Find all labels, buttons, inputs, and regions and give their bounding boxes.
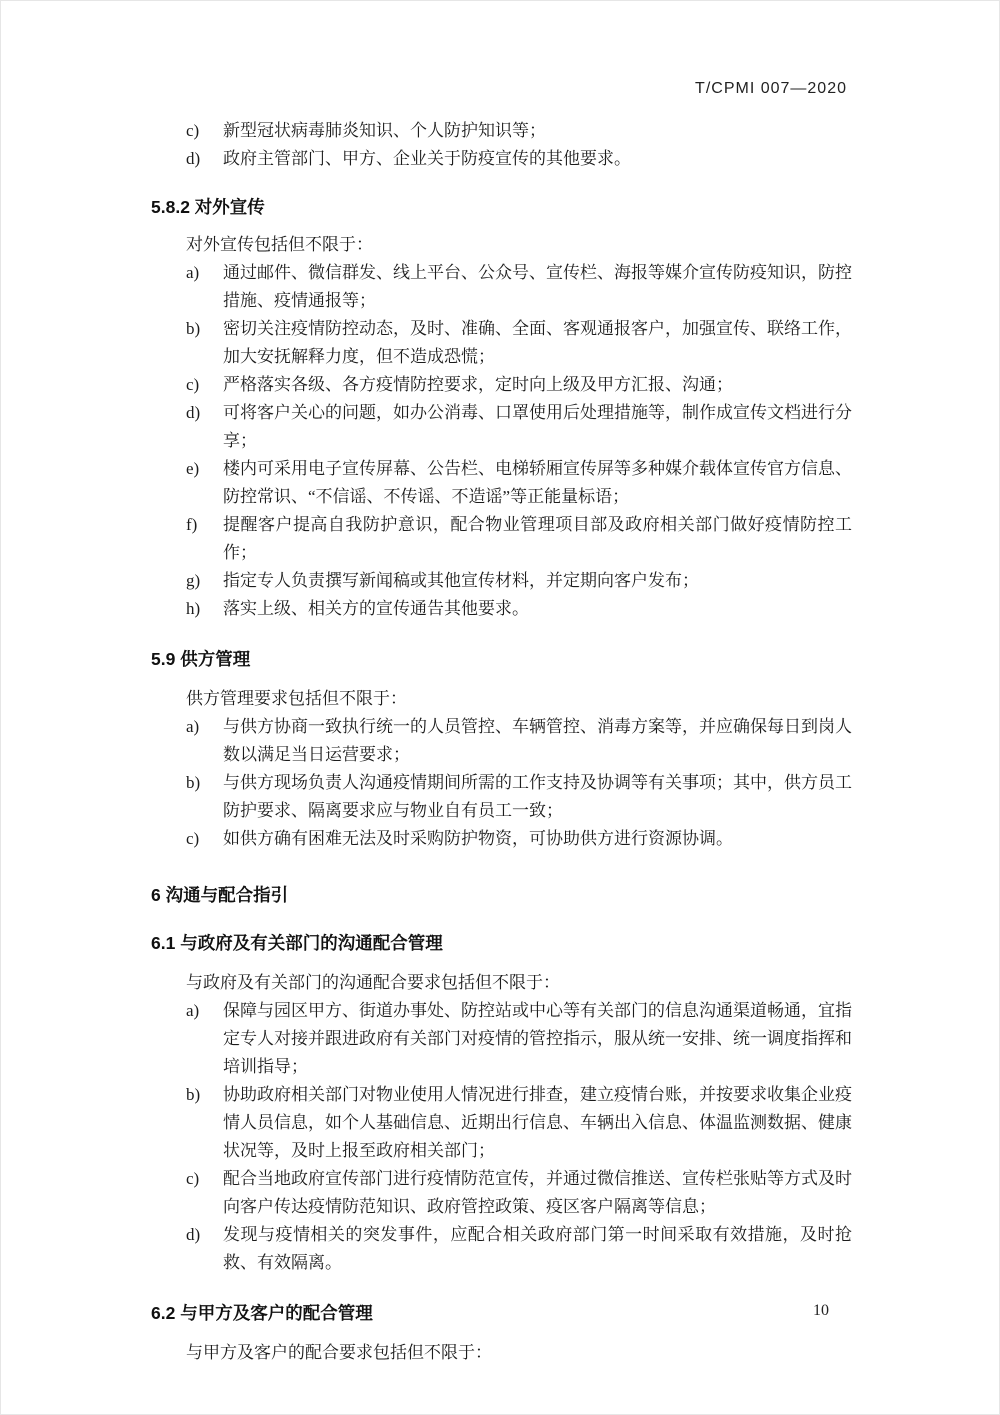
list-item (151, 399, 852, 455)
list-item-marker: a) (186, 1001, 200, 1020)
list-item (151, 145, 852, 173)
list-item (151, 259, 852, 315)
list-item-text: 新型冠状病毒肺炎知识、个人防护知识等； (223, 121, 546, 140)
list-item (151, 1081, 852, 1165)
list-item-marker: b) (186, 773, 201, 792)
list-item (151, 1221, 852, 1277)
list-item (151, 511, 852, 567)
heading-section: 5.9 供方管理 (151, 649, 251, 669)
list-item-marker: c) (186, 829, 200, 848)
list-item-marker: d) (186, 403, 201, 422)
lettered-list (151, 997, 852, 1277)
list-item (151, 595, 852, 623)
list-item-marker: d) (186, 149, 201, 168)
lettered-list (151, 713, 852, 853)
list-item-text: 指定专人负责撰写新闻稿或其他宣传材料，并定期向客户发布； (223, 571, 699, 590)
list-item-marker: f) (186, 515, 198, 534)
document-code-header: T/CPMI 007—2020 (695, 80, 847, 97)
list-item-text: 保障与园区甲方、街道办事处、防控站或中心等有关部门的信息沟通渠道畅通，宜指定专人对接并跟进政府有关部门对疫情的管控指示，服从统一安排、统一调度指挥和培训指导； (223, 1001, 852, 1076)
list-item-marker: a) (186, 263, 200, 282)
list-item (151, 371, 852, 399)
list-item-text: 提醒客户提高自我防护意识，配合物业管理项目部及政府相关部门做好疫情防控工作； (223, 515, 852, 562)
list-item-text: 密切关注疫情防控动态，及时、准确、全面、客观通报客户，加强宣传、联络工作，加大安抚解释力度，但不造成恐慌； (223, 319, 852, 366)
list-item-text: 与供方协商一致执行统一的人员管控、车辆管控、消毒方案等，并应确保每日到岗人数以满足当日运营要求； (223, 717, 852, 764)
list-item-marker: e) (186, 459, 200, 478)
list-item (151, 1165, 852, 1221)
heading-chapter: 6 沟通与配合指引 (151, 885, 289, 905)
list-item (151, 455, 852, 511)
heading-section: 6.2 与甲方及客户的配合管理 (151, 1303, 373, 1323)
list-item-marker: g) (186, 571, 201, 590)
list-item-text: 落实上级、相关方的宣传通告其他要求。 (223, 599, 529, 618)
lettered-list (151, 117, 852, 173)
lettered-list (151, 259, 852, 623)
list-item-text: 严格落实各级、各方疫情防控要求，定时向上级及甲方汇报、沟通； (223, 375, 733, 394)
list-item-text: 与供方现场负责人沟通疫情期间所需的工作支持及协调等有关事项；其中，供方员工防护要求、隔离要求应与物业自有员工一致； (223, 773, 852, 820)
document-content (151, 117, 852, 1367)
list-item-marker: c) (186, 375, 200, 394)
list-item-marker: a) (186, 717, 200, 736)
list-item (151, 713, 852, 769)
list-item (151, 997, 852, 1081)
page-number: 10 (813, 1302, 829, 1319)
paragraph: 供方管理要求包括但不限于： (186, 689, 407, 708)
list-item (151, 769, 852, 825)
list-item-text: 政府主管部门、甲方、企业关于防疫宣传的其他要求。 (223, 149, 631, 168)
list-item-text: 可将客户关心的问题，如办公消毒、口罩使用后处理措施等，制作成宣传文档进行分享； (223, 403, 852, 450)
list-item-marker: c) (186, 1169, 200, 1188)
paragraph: 与政府及有关部门的沟通配合要求包括但不限于： (186, 973, 560, 992)
list-item (151, 567, 852, 595)
paragraph: 与甲方及客户的配合要求包括但不限于： (186, 1343, 492, 1362)
list-item-text: 配合当地政府宣传部门进行疫情防范宣传，并通过微信推送、宣传栏张贴等方式及时向客户传达疫情防范知识、政府管控政策、疫区客户隔离等信息； (223, 1169, 852, 1216)
list-item (151, 315, 852, 371)
list-item (151, 825, 852, 853)
list-item-text: 发现与疫情相关的突发事件，应配合相关政府部门第一时间采取有效措施，及时抢救、有效隔离。 (223, 1225, 852, 1272)
list-item-marker: h) (186, 599, 201, 618)
list-item-marker: c) (186, 121, 200, 140)
list-item-marker: b) (186, 1085, 201, 1104)
list-item-text: 通过邮件、微信群发、线上平台、公众号、宣传栏、海报等媒介宣传防疫知识，防控措施、疫情通报等； (223, 263, 852, 310)
list-item-text: 如供方确有困难无法及时采购防护物资，可协助供方进行资源协调。 (223, 829, 733, 848)
heading-subsection: 5.8.2 对外宣传 (151, 197, 265, 217)
list-item-text: 协助政府相关部门对物业使用人情况进行排查，建立疫情台账，并按要求收集企业疫情人员信息，如个人基础信息、近期出行信息、车辆出入信息、体温监测数据、健康状况等，及时上报至政府相关部门； (223, 1085, 852, 1160)
heading-section: 6.1 与政府及有关部门的沟通配合管理 (151, 933, 443, 953)
paragraph: 对外宣传包括但不限于： (186, 235, 373, 254)
list-item (151, 117, 852, 145)
list-item-marker: b) (186, 319, 201, 338)
list-item-marker: d) (186, 1225, 201, 1244)
list-item-text: 楼内可采用电子宣传屏幕、公告栏、电梯轿厢宣传屏等多种媒介载体宣传官方信息、防控常识、“不信谣、不传谣、不造谣”等正能量标语； (223, 459, 852, 506)
